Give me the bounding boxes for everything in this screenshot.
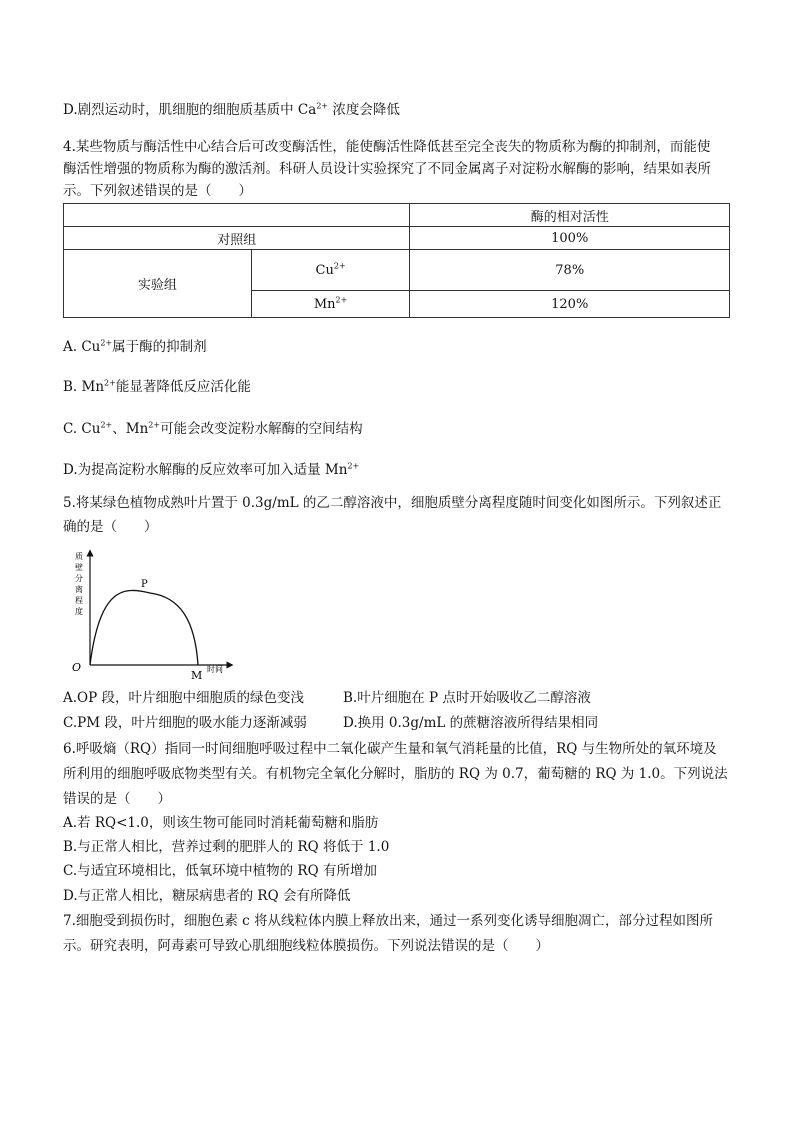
- q4-option-d: D.为提高淀粉水解酶的反应效率可加入适量 $Mn^{2+}$: [63, 461, 360, 478]
- q5-option-b: B.叶片细胞在 P 点时开始吸收乙二醇溶液: [343, 690, 591, 706]
- q6-stem-line: 所利用的细胞呼吸底物类型有关。有机物完全氧化分解时，脂肪的 RQ 为 0.7，葡萄糖的 RQ 为 1.0。下列说法: [63, 766, 728, 782]
- q4-option-b: B. $Mn^{2+}$能显著降低反应活化能: [63, 378, 251, 395]
- origin-label: O: [72, 661, 82, 674]
- q6-option: D.与正常人相比，糖尿病患者的 RQ 会有所降低: [63, 888, 351, 904]
- q6-stem-line: 错误的是（ ）: [63, 791, 171, 807]
- ion-cell: $Mn^{2+}$: [251, 291, 410, 318]
- table-header: 酶的相对活性: [410, 204, 730, 227]
- y-axis-label: 质壁分离程度: [75, 552, 83, 616]
- end-label-m: M: [191, 669, 203, 682]
- q5-stem-line: 确的是（ ）: [63, 519, 158, 535]
- plasmolysis-curve: [90, 590, 198, 665]
- q6-stem-line: 6.呼吸熵（RQ）指同一时间细胞呼吸过程中二氧化碳产生量和氧气消耗量的比值，RQ 与生物所处的氧环境及: [63, 741, 717, 757]
- q6-option: A.若 RQ<1.0，则该生物可能同时消耗葡萄糖和脂肪: [63, 815, 379, 831]
- q4-option-c: C. $Cu^{2+}$、$Mn^{2+}$可能会改变淀粉水解酶的空间结构: [63, 420, 363, 437]
- q4-stem-line: 4.某些物质与酶活性中心结合后可改变酶活性，能使酶活性降低甚至完全丧失的物质称为酶的抑制剂，而能使: [63, 139, 711, 155]
- q3-option-d: D.剧烈运动时，肌细胞的细胞质基质中 $Ca^{2+}$ 浓度会降低: [63, 101, 400, 118]
- experiment-label: 实验组: [64, 250, 252, 318]
- peak-label-p: P: [141, 579, 148, 590]
- ion-cell: $Cu^{2+}$: [251, 250, 410, 291]
- table-row: [64, 227, 730, 250]
- q6-option: C.与适宜环境相比，低氧环境中植物的 RQ 有所增加: [63, 863, 377, 879]
- table-row: [64, 250, 730, 291]
- control-value: 100%: [410, 227, 730, 250]
- enzyme-activity-table: [63, 203, 730, 318]
- table-row: [64, 204, 730, 227]
- q5-option-d: D.换用 0.3g/mL 的蔗糖溶液所得结果相同: [343, 715, 599, 731]
- q4-option-a: A. $Cu^{2+}$属于酶的抑制剂: [63, 338, 207, 355]
- q4-stem-line: 示。下列叙述错误的是（ ）: [63, 183, 252, 199]
- ion-value: 120%: [410, 291, 730, 318]
- plasmolysis-curve-figure: [70, 545, 240, 685]
- q5-option-c: C.PM 段，叶片细胞的吸水能力逐渐减弱: [63, 715, 307, 731]
- control-label: 对照组: [64, 227, 410, 250]
- q4-stem-line: 酶活性增强的物质称为酶的激活剂。科研人员设计实验探究了不同金属离子对淀粉水解酶的影响，结果如表所: [63, 161, 711, 177]
- ion-value: 78%: [410, 250, 730, 291]
- q7-stem-line: 示。研究表明，阿毒素可导致心肌细胞线粒体膜损伤。下列说法错误的是（ ）: [63, 938, 549, 954]
- q7-stem-line: 7.细胞受到损伤时，细胞色素 c 将从线粒体内膜上释放出来，通过一系列变化诱导细胞凋亡，部分过程如图所: [63, 913, 714, 929]
- table-cell-empty: [64, 204, 410, 227]
- q5-option-a: A.OP 段，叶片细胞中细胞质的绿色变浅: [63, 690, 304, 706]
- q5-stem-line: 5.将某绿色植物成熟叶片置于 0.3g/mL 的乙二醇溶液中，细胞质壁分离程度随时间变化如图所示。下列叙述正: [63, 495, 722, 511]
- q6-option: B.与正常人相比，营养过剩的肥胖人的 RQ 将低于 1.0: [63, 839, 390, 855]
- x-axis-label: 时间: [207, 665, 223, 674]
